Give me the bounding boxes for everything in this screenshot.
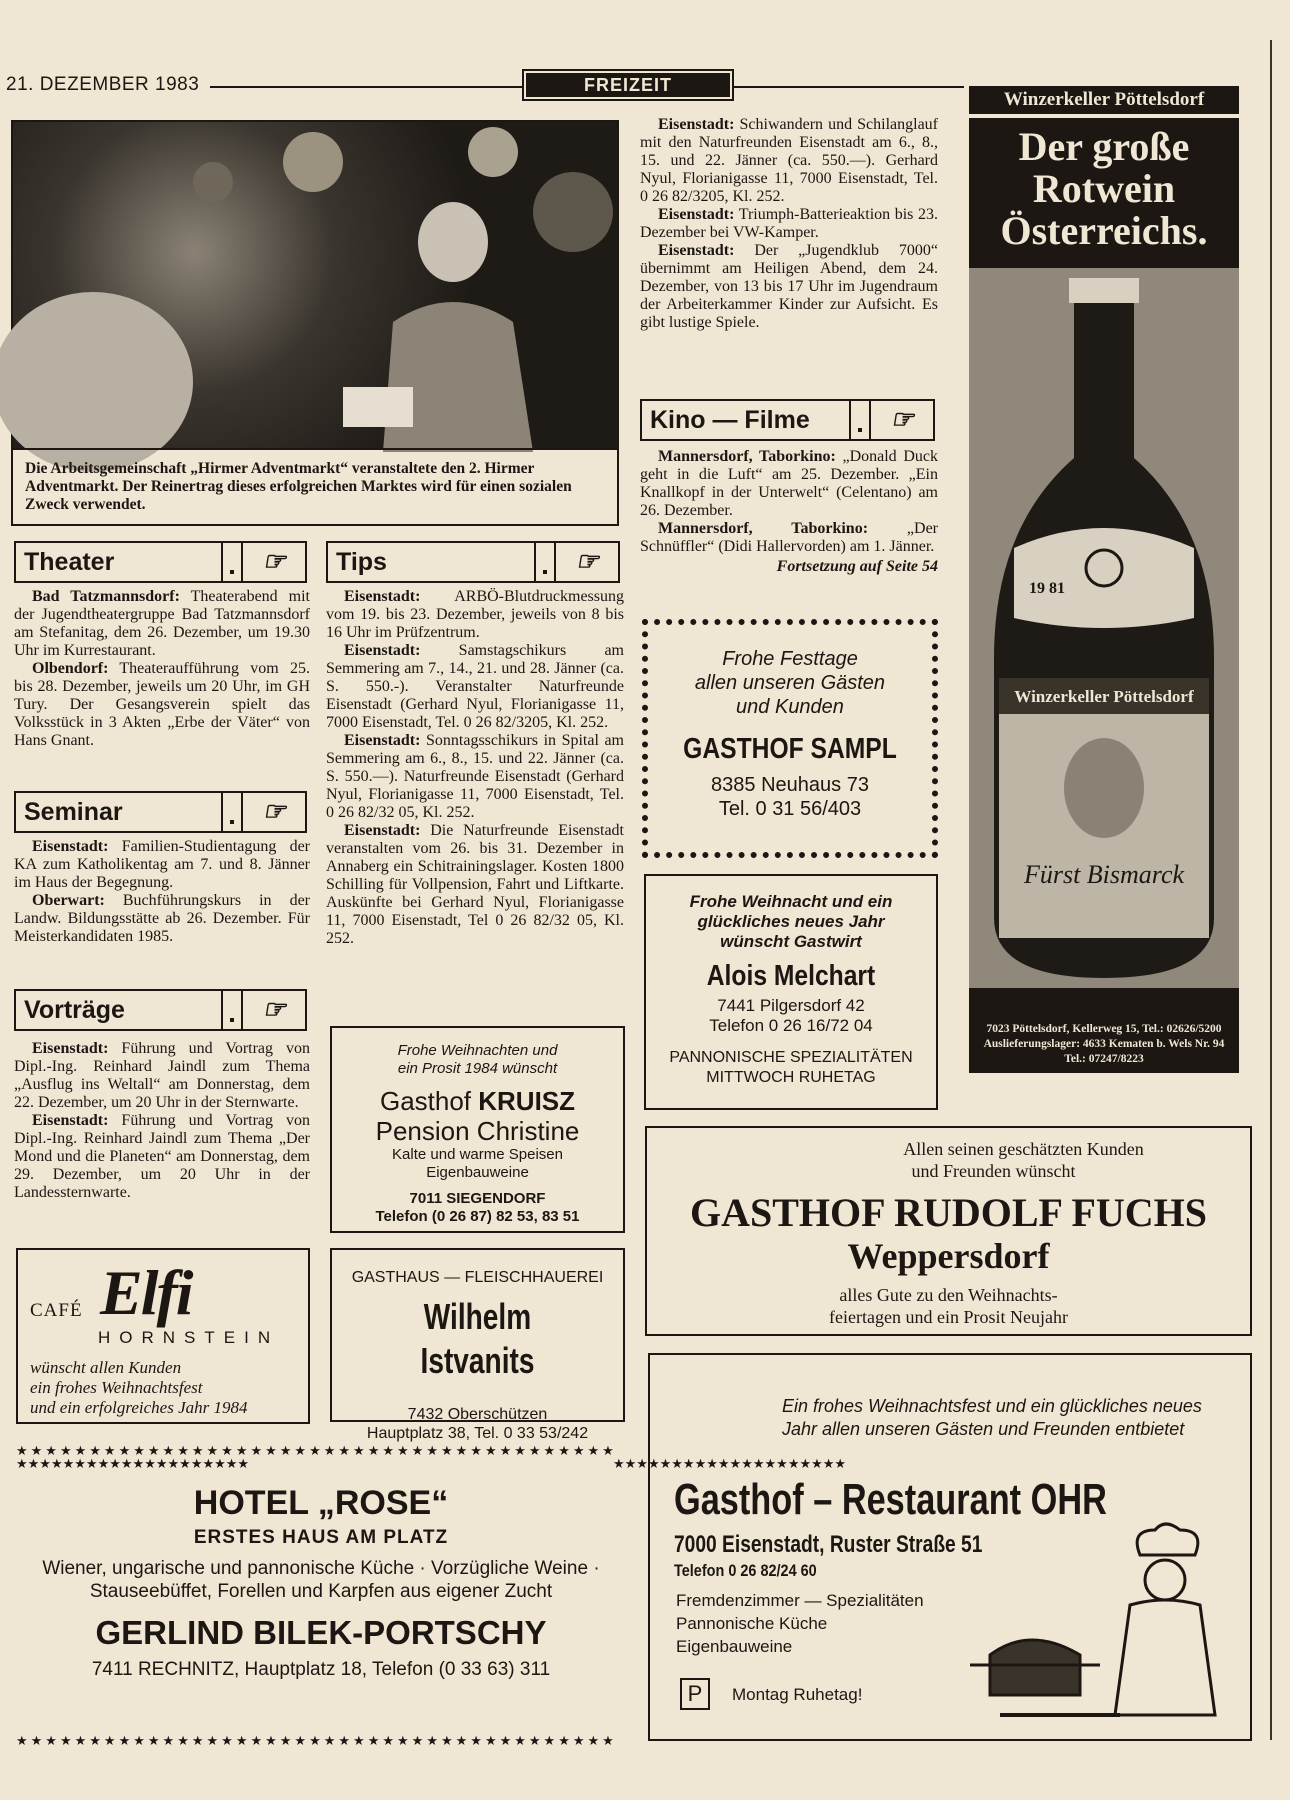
ad-text: Kalte und warme Speisen (392, 1146, 563, 1163)
ad-text: alles Gute zu den Weihnachts- (839, 1285, 1058, 1305)
ad-text: wünscht allen Kunden ein frohes Weihnachtsfest und ein erfolgreiches Jahr 1984 (30, 1358, 248, 1417)
header-rule (734, 86, 964, 88)
article (326, 588, 624, 642)
ad-text: Frohe Festtage (722, 648, 858, 670)
ad-text: und Kunden (736, 696, 844, 718)
article (14, 660, 310, 750)
ad-phone: Tel.: 07247/8223 (1064, 1053, 1144, 1065)
article-place: Eisenstadt: (344, 588, 421, 605)
headline: Der große (1018, 124, 1190, 169)
label-name: Fürst Bismarck (1023, 860, 1185, 889)
ad-text: ein Prosit 1984 wünscht (397, 1060, 558, 1077)
ad-name: Wilhelm Istvanits (420, 1296, 535, 1381)
ad-address: 7000 Eisenstadt, Ruster Straße 51 (674, 1531, 983, 1558)
label-brand: Winzerkeller Pöttelsdorf (1014, 687, 1194, 706)
section-title: FREIZEIT (526, 73, 730, 97)
article-place: Eisenstadt: (32, 1112, 109, 1129)
section-header-vortraege (14, 989, 307, 1031)
dot-icon (221, 793, 243, 831)
article (326, 822, 624, 948)
headline: Rotwein (1032, 166, 1176, 211)
ad-phone: Telefon (0 26 87) 82 53, 83 51 (375, 1208, 580, 1225)
section-banner (522, 69, 734, 101)
ad-gasthof-sampl (642, 619, 938, 858)
ad-phone: Hauptplatz 38, Tel. 0 33 53/242 (366, 1425, 589, 1442)
article-text: Die Naturfreunde Eisenstadt veranstalten vom 26. bis 31. Dezember in Annaberg ein Schitrainingslager. Kosten 1800 Schilling für Vollpension, Fahrt und Liftkarte. Auskünfte bei Gerhard Nyul, Florianigasse 11, 7000 Eisenstadt, Tel 0 26 82/32 05, Kl. 252. (326, 822, 624, 947)
section-header-theater (14, 541, 307, 583)
ad-subname: Pension Christine (375, 1116, 580, 1146)
vintage-year: 19 81 (1029, 580, 1065, 597)
ad-phone: Telefon 0 26 82/24 60 (674, 1561, 817, 1580)
ad-text: allen unseren Gästen (694, 672, 886, 694)
ad-phone: Tel. 0 31 56/403 (718, 798, 862, 820)
section-title: Kino — Filme (650, 405, 810, 434)
ad-address: 7011 SIEGENDORF (409, 1190, 546, 1207)
ad-cafe-elfi (16, 1248, 310, 1424)
ad-alois-melchart (644, 874, 938, 1110)
article-text: ARBÖ-Blutdruckmessung vom 19. bis 23. Dezember, jeweils von 8 bis 16 Uhr im Prüfzentrum. (326, 588, 624, 641)
ad-text: wünscht Gastwirt (720, 932, 862, 951)
article-place: Eisenstadt: (32, 1040, 109, 1057)
ad-subname: ERSTES HAUS AM PLATZ (193, 1527, 449, 1548)
pointing-hand-icon: ☞ (890, 405, 914, 434)
article-text: Führung und Vortrag von Dipl.-Ing. Reinhard Jaindl zum Thema „Ausflug ins Weltall“ am Donnerstag, dem 22. Dezember, um 20 Uhr in der Sternwarte. (14, 1040, 310, 1111)
seminar-articles (14, 838, 310, 946)
tips-articles (326, 588, 624, 948)
pointing-hand-icon: ☞ (262, 797, 286, 826)
ad-town: Weppersdorf (847, 1236, 1050, 1276)
ad-name: HOTEL „ROSE“ (193, 1484, 449, 1522)
article (640, 448, 938, 520)
star-border-icon: ★★★★★★★★★★★★★★★★★★★★★★★★★★★★★★★★★★★★★★★★★ (16, 1443, 617, 1458)
ad-gasthof-kruisz (330, 1026, 625, 1233)
article-text: „Der Schnüffler“ (Didi Hallervorden) am 1. Jänner. (640, 520, 938, 555)
section-title: Vorträge (24, 995, 125, 1024)
article-place: Oberwart: (32, 892, 105, 909)
ad-name: Gasthof – Restaurant OHR (674, 1475, 1107, 1524)
article-place: Eisenstadt: (658, 116, 735, 133)
ad-text: PANNONISCHE SPEZIALITÄTEN (669, 1049, 913, 1066)
ad-text: GASTHAUS — FLEISCHHAUEREI (351, 1269, 604, 1286)
article-place: Eisenstadt: (344, 822, 421, 839)
article-text: Schiwandern und Schilanglauf mit den Naturfreunden Eisenstadt am 6., 8., 15. und 22. Jänner (ca. 550.—). Gerhard Nyul, Florianigasse 11, 7000 Eisenstadt, Tel. 0 26 82/3205, Kl. 252. (640, 116, 938, 205)
article-place: Mannersdorf, Taborkino: (658, 520, 869, 537)
ad-address: 8385 Neuhaus 73 (711, 774, 869, 796)
ad-address: 7441 Pilgersdorf 42 (717, 996, 865, 1015)
header-rule (210, 86, 522, 88)
ad-text: feiertagen und ein Prosit Neujahr (829, 1307, 1068, 1327)
ad-phone: Telefon 0 26 16/72 04 (709, 1016, 873, 1035)
article (326, 642, 624, 732)
article-text: Samstagschikurs am Semmering am 7., 14., 21. und 28. Jänner (ca. S. 550.-). Veranstalter Naturfreunde Eisenstadt (Gerhard Nyul, Florianigasse 11, 7000 Eisenstadt, Tel. 0 26 82/3205, Kl. 252. (326, 642, 624, 731)
article (640, 242, 938, 332)
article (640, 116, 938, 206)
ad-address: Auslieferungslager: 4633 Kematen b. Wels Nr. 94 (983, 1038, 1225, 1050)
article (14, 588, 310, 660)
wine-bottle-illustration (969, 268, 1239, 988)
ad-name: GASTHOF RUDOLF FUCHS (689, 1190, 1208, 1235)
theater-articles (14, 588, 310, 750)
ad-address: 7411 RECHNITZ, Hauptplatz 18, Telefon (0 33 63) 311 (91, 1659, 551, 1680)
article-text: Sonntagsschikurs in Spital am Semmering am 6., 8., 15. und 22. Jänner (ca. S. 550.—). Naturfreunde Eisenstadt (Gerhard Nyul, Florianigasse 11, 7000 Eisenstadt, Tel. 0 26 82/32 05, Kl. 252. (326, 732, 624, 821)
star-border-icon: ★★★★★★★★★★★★★★★★★★★★ (613, 1456, 847, 1471)
ad-text: Frohe Weihnacht und ein (689, 892, 893, 911)
article-place: Eisenstadt: (658, 206, 735, 223)
star-border-icon: ★★★★★★★★★★★★★★★★★★★★★★★★★★★★★★★★★★★★★★★★★ (16, 1733, 617, 1748)
section-title: Tips (336, 547, 387, 576)
article-place: Eisenstadt: (658, 242, 735, 259)
article-text: Theaterabend mit der Jugendtheatergruppe Bad Tatzmannsdorf am Stefanitag, dem 26. Dezember, um 19.30 Uhr im Kurrestaurant. (14, 588, 311, 659)
article-text: „Donald Duck geht in die Luft“ am 25. Dezember. „Ein Knallkopf in der Unterwelt“ (Celentano) am 26. Dezember. (640, 448, 939, 519)
dot-icon (221, 543, 243, 581)
ad-name: Alois Melchart (706, 960, 876, 992)
ad-wilhelm-istvanits (330, 1248, 625, 1442)
article (14, 838, 310, 892)
article-place: KRUISZ (478, 1086, 576, 1116)
article (640, 520, 938, 556)
section-title: Theater (24, 547, 115, 576)
vortraege-articles (14, 1040, 310, 1202)
article (640, 206, 938, 242)
article-text: Gasthof (379, 1086, 479, 1116)
ad-text: Frohe Weihnachten und (397, 1042, 558, 1059)
page-edge-rule (1270, 40, 1272, 1740)
section-header-seminar (14, 791, 307, 833)
pointing-hand-icon: ☞ (575, 547, 599, 576)
ad-text: Montag Ruhetag! (732, 1685, 863, 1704)
ad-gasthof-fuchs (645, 1126, 1252, 1336)
dot-icon (849, 401, 871, 439)
article-place: Olbendorf: (32, 660, 109, 677)
article (326, 732, 624, 822)
continued-note: Fortsetzung auf Seite 54 (776, 558, 938, 575)
article-place: Bad Tatzmannsdorf: (32, 588, 180, 605)
ad-text: MITTWOCH RUHETAG (706, 1069, 876, 1086)
ad-text: CAFÉ (30, 1300, 83, 1321)
kino-articles (640, 448, 938, 576)
article-text: Führung und Vortrag von Dipl.-Ing. Reinhard Jaindl zum Thema „Der Mond und die Planeten“ am Donnerstag, dem 29. Dezember, um 20 Uhr in der Landessternwarte. (14, 1112, 310, 1201)
ad-name: GASTHOF SAMPL (683, 733, 897, 765)
advent-market-photo (11, 120, 619, 450)
parking-icon: P (680, 1678, 710, 1710)
chef-illustration (970, 1525, 1240, 1735)
article-place: Eisenstadt: (344, 642, 421, 659)
article-place: Eisenstadt: (344, 732, 421, 749)
star-border-icon: ★★★★★★★★★★★★★★★★★★★★ (16, 1456, 250, 1471)
article-text: Triumph-Batterieaktion bis 23. Dezember bei VW-Kamper. (640, 206, 938, 241)
ad-text: und Freunden wünscht (911, 1161, 1076, 1181)
issue-date: 21. DEZEMBER 1983 (6, 74, 200, 95)
pointing-hand-icon: ☞ (262, 995, 286, 1024)
article (14, 1040, 310, 1112)
tips-continued-articles (640, 116, 938, 332)
ad-text: glückliches neues Jahr (697, 912, 885, 931)
article-text: Der „Jugendklub 7000“ übernimmt am Heiligen Abend, dem 24. Dezember, von 13 bis 17 Uhr im Jugendraum der Arbeiterkammer Kinder zur Aufsicht. Es gibt lustige Spiele. (640, 242, 938, 331)
article-text: Familien-Studientagung der KA zum Katholikentag am 7. und 8. Jänner im Haus der Begegnung. (14, 838, 310, 891)
section-header-kino (640, 399, 935, 441)
headline: Österreichs. (1000, 208, 1208, 253)
article-place: Eisenstadt: (32, 838, 109, 855)
article-text: Theateraufführung vom 25. bis 28. Dezember, jeweils um 20 Uhr, im GH Tury. Der Gesangsverein spielt das Volksstück in 3 Akten „Erbe der Väter“ von Hans Gnant. (14, 660, 310, 749)
ad-name: Elfi (100, 1257, 192, 1328)
ad-text: Wiener, ungarische und pannonische Küche · Vorzügliche Weine · Stauseebüffet, Forellen und Karpfen aus eigener Zucht (42, 1558, 600, 1602)
ad-owner: GERLIND BILEK-PORTSCHY (95, 1614, 547, 1651)
ad-text: Ein frohes Weihnachtsfest und ein glückliches neues Jahr allen unseren Gästen und Freunden entbietet (782, 1396, 1202, 1439)
ad-text: Fremdenzimmer — Spezialitäten Pannonische Küche Eigenbauweine (676, 1591, 924, 1656)
article (14, 1112, 310, 1202)
section-title: Seminar (24, 797, 123, 826)
ad-winzerkeller-poettelsdorf (969, 86, 1239, 1110)
article (14, 892, 310, 946)
ad-restaurant-ohr (648, 1353, 1252, 1741)
section-header-tips (326, 541, 620, 583)
ad-text: Eigenbauweine (426, 1164, 529, 1181)
ad-address: 7432 Oberschützen (407, 1406, 548, 1423)
dot-icon (221, 991, 243, 1029)
article-text: Buchführungskurs in der Landw. Bildungsstätte ab 26. Dezember. Für Meisterkandidaten 1985. (14, 892, 310, 945)
ad-address: 7023 Pöttelsdorf, Kellerweg 15, Tel.: 02626/5200 (986, 1023, 1222, 1035)
ad-text: Allen seinen geschätzten Kunden (903, 1139, 1144, 1159)
article-place: Mannersdorf, Taborkino: (658, 448, 836, 465)
ad-town: HORNSTEIN (98, 1328, 280, 1347)
ad-name (332, 1086, 623, 1116)
pointing-hand-icon: ☞ (262, 547, 286, 576)
photo-caption: Die Arbeitsgemeinschaft „Hirmer Adventmarkt“ veranstaltete den 2. Hirmer Adventmarkt. Der Reinertrag dieses erfolgreichen Marktes wird für einen sozialen Zweck verwendet. (11, 448, 619, 526)
wine-brand: Winzerkeller Pöttelsdorf (969, 86, 1239, 114)
dot-icon (534, 543, 556, 581)
